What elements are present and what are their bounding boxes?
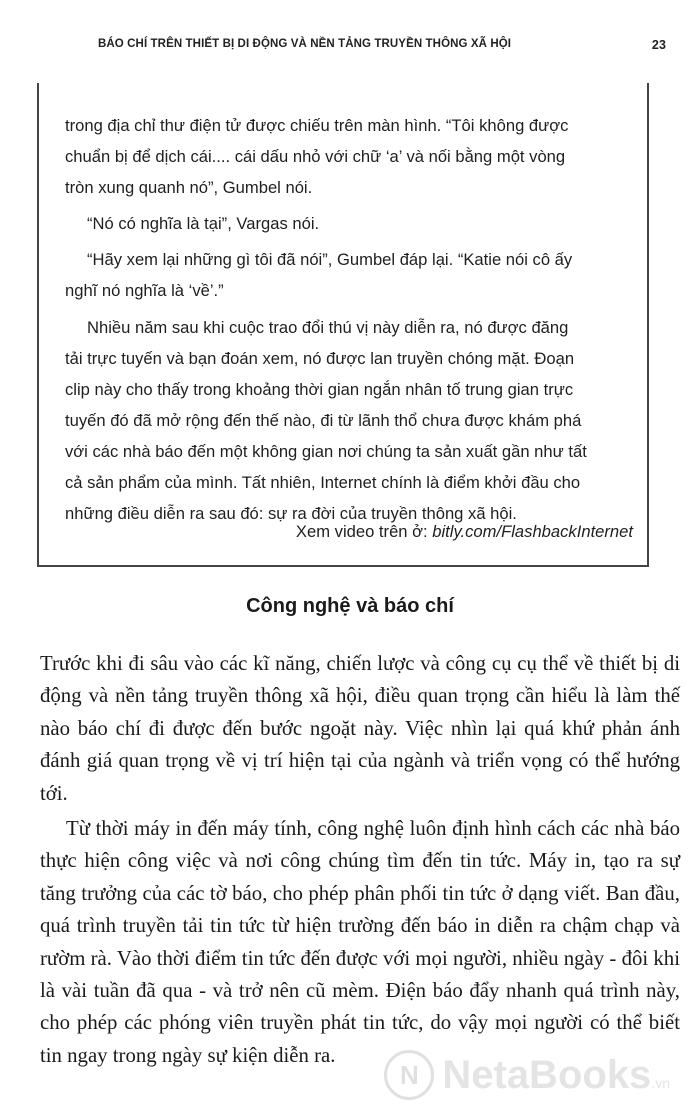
box-paragraph-4: Nhiều năm sau khi cuộc trao đổi thú vị này diễn ra, nó được đăng tải trực tuyến và bạn đoán xem, nó được lan truyền chóng mặt. Đoạn clip này cho thấy trong khoảng thời gian ngắn nhân tố trung gian trực tuyến đó đã mở rộng đến thế nào, đi từ lãnh thổ chưa được khám phá với các nhà báo đến một không gian nơi chúng ta sản xuất gần như tất cả sản phẩm của mình. Tất nhiên, Internet chính là điểm khởi đầu cho những điều diễn ra sau đó: sự ra đời của truyền thông xã hội. [65, 317, 587, 524]
box-paragraph-1: trong địa chỉ thư điện tử được chiếu trên màn hình. “Tôi không được chuẩn bị để dịch cái.... cái dấu nhỏ với chữ ‘a’ và nối bằng một vòng tròn xung quanh nó”, Gumbel nói. [65, 116, 569, 198]
sidebar-box-text [65, 110, 645, 529]
video-source-line [65, 522, 633, 542]
watermark-text: NetaBooks.vn [442, 1052, 670, 1097]
box-paragraph-2: “Nó có nghĩa là tại”, Vargas nói. [87, 214, 320, 234]
running-header-title: BÁO CHÍ TRÊN THIẾT BỊ DI ĐỘNG VÀ NỀN TẢNG TRUYỀN THÔNG XÃ HỘI [98, 38, 512, 50]
page-number: 23 [651, 38, 666, 52]
body-paragraph-2: Từ thời máy in đến máy tính, công nghệ luôn định hình cách các nhà báo thực hiện công việc và nơi công chúng tìm đến tin tức. Máy in, tạo ra sự tăng trưởng của các tờ báo, cho phép phân phối tin tức ở dạng viết. Ban đầu, quá trình truyền tải tin tức từ hiện trường đến báo in diễn ra chậm chạp và rườm rà. Vào thời điểm tin tức đến được với mọi người, nhiều ngày - đôi khi là vài tuần đã qua - và trở nên cũ mèm. Điện báo đẩy nhanh quá trình này, cho phép các phóng viên truyền phát tin tức, do vậy mọi người có thể biết tin ngay trong ngày sự kiện diễn ra. [40, 817, 680, 1067]
watermark [384, 1050, 670, 1100]
section-heading: Công nghệ và báo chí [246, 595, 454, 617]
body-paragraph-1: Trước khi đi sâu vào các kĩ năng, chiến lược và công cụ cụ thể về thiết bị di động và nền tảng truyền thông xã hội, điều quan trọng cần hiểu là làm thế nào báo chí đi được đến bước ngoặt này. Việc nhìn lại quá khứ phản ánh đánh giá quan trọng về vị trí hiện tại của ngành và triển vọng có thể hướng tới. [40, 652, 680, 805]
video-source-link[interactable]: bitly.com/FlashbackInternet [432, 522, 633, 541]
box-paragraph-3: “Hãy xem lại những gì tôi đã nói”, Gumbel đáp lại. “Katie nói cô ấy nghĩ nó nghĩa là ‘về’.” [65, 250, 573, 301]
body-text [40, 648, 680, 1072]
video-source-label: Xem video trên ở: [295, 522, 433, 541]
netabooks-logo-icon: N [384, 1050, 434, 1100]
